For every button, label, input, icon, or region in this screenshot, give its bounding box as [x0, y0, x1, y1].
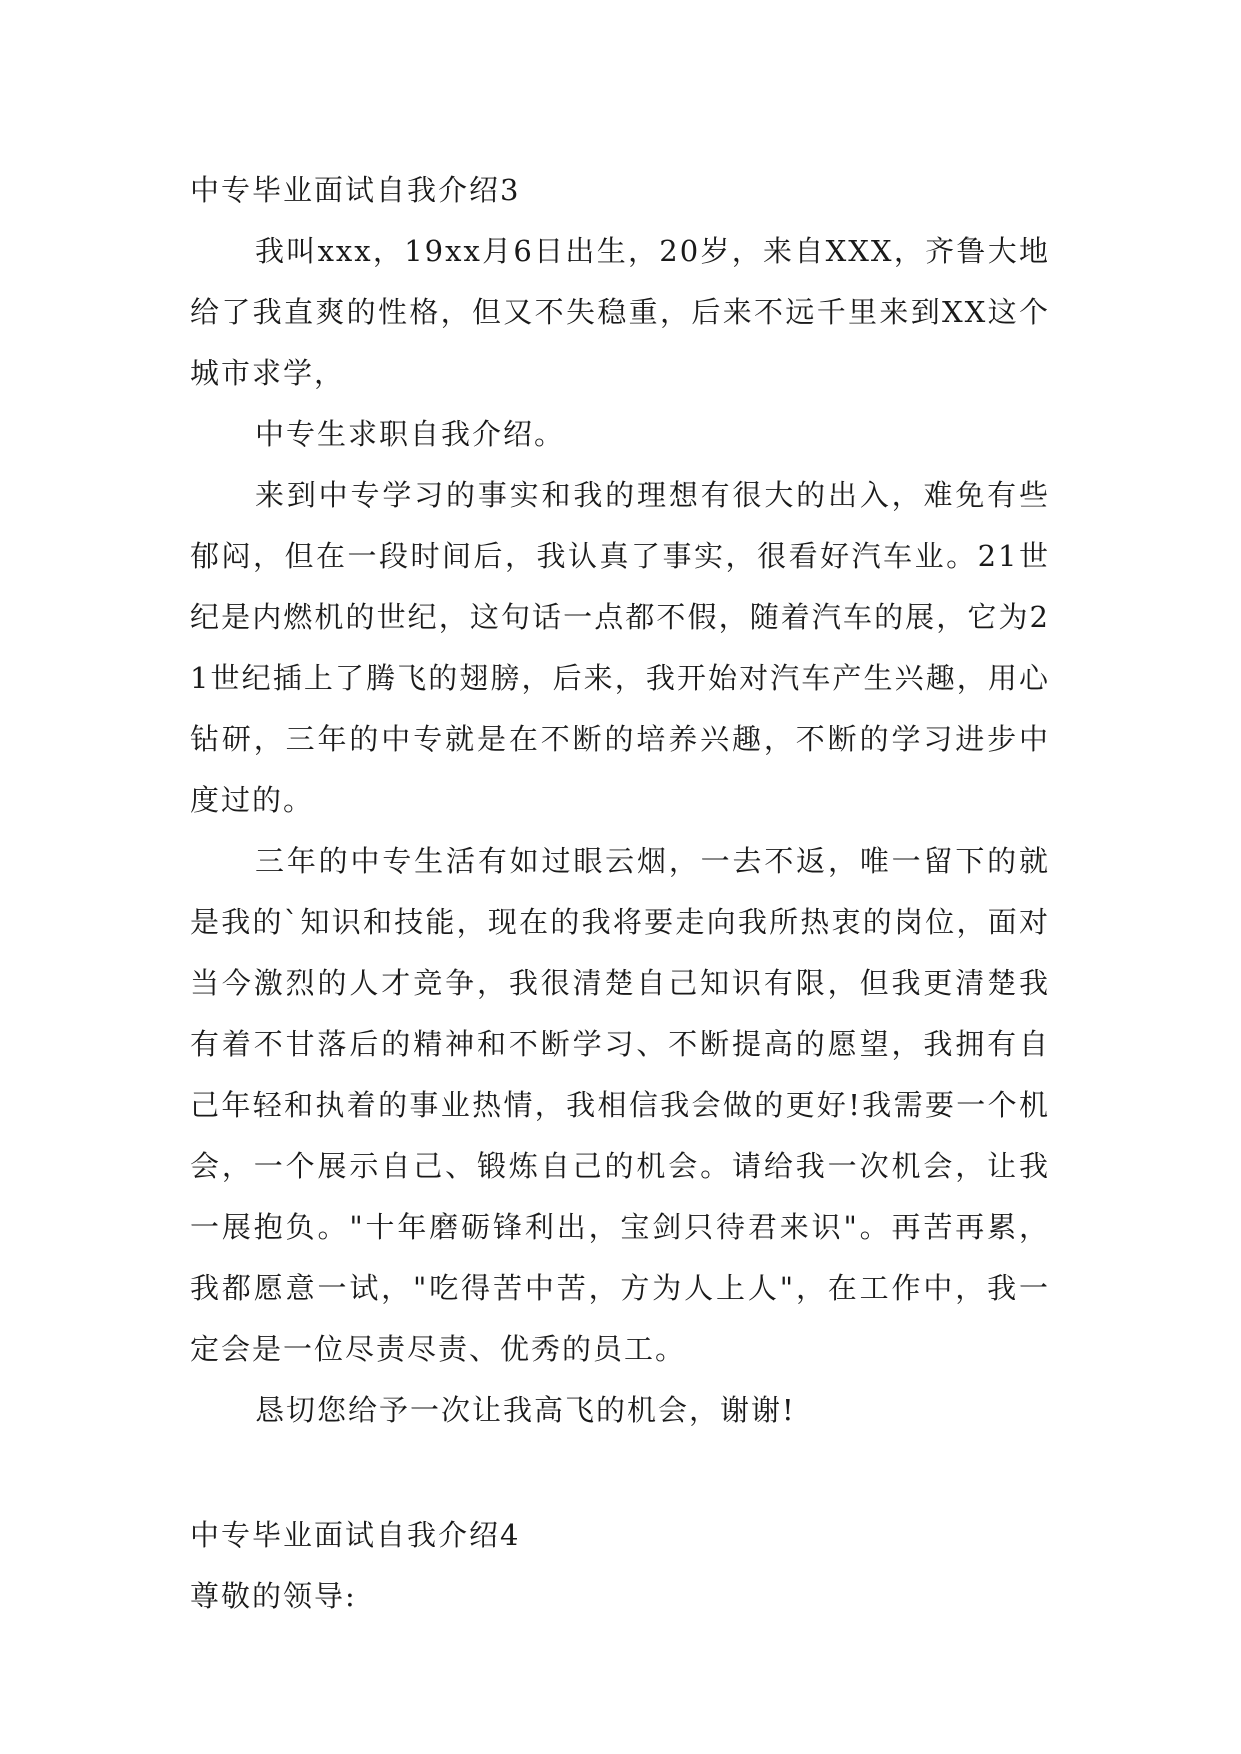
- paragraph-job-intro: 中专生求职自我介绍。: [255, 417, 566, 451]
- paragraph-skills: 三年的中专生活有如过眼云烟，一去不返，唯一留下的就是我的`知识和技能，现在的我将要走向我所热衷的岗位，面对当今激烈的人才竞争，我很清楚自己知识有限，但我更清楚我有着不甘落后的精神和不断学习、不断提高的愿望，我拥有自己年轻和执着的事业热情，我相信我会做的更好!我需要一个机会，一个展示自己、锻炼自己的机会。请给我一次机会，让我一展抱负。"十年磨砺锋利出，宝剑只待君来识"。再苦再累，我都愿意一试，"吃得苦中苦，方为人上人"，在工作中，我一定会是一位尽责尽责、优秀的员工。: [190, 844, 1050, 1366]
- section-spacer: [190, 1441, 1050, 1505]
- document-body: [190, 160, 1050, 1627]
- salutation: 尊敬的领导:: [190, 1579, 357, 1613]
- section-4-title: 中专毕业面试自我介绍4: [190, 1518, 521, 1552]
- paragraph-intro: 我叫xxx，19xx月6日出生，20岁，来自XXX，齐鲁大地给了我直爽的性格，但又不失稳重，后来不远千里来到XX这个城市求学，: [190, 234, 1050, 390]
- section-3-title: 中专毕业面试自我介绍3: [190, 173, 521, 207]
- paragraph-study: 来到中专学习的事实和我的理想有很大的出入，难免有些郁闷，但在一段时间后，我认真了事实，很看好汽车业。21世纪是内燃机的世纪，这句话一点都不假，随着汽车的展，它为21世纪插上了腾飞的翅膀，后来，我开始对汽车产生兴趣，用心钻研，三年的中专就是在不断的培养兴趣，不断的学习进步中度过的。: [190, 478, 1050, 817]
- paragraph-closing: 恳切您给予一次让我高飞的机会，谢谢!: [255, 1393, 796, 1427]
